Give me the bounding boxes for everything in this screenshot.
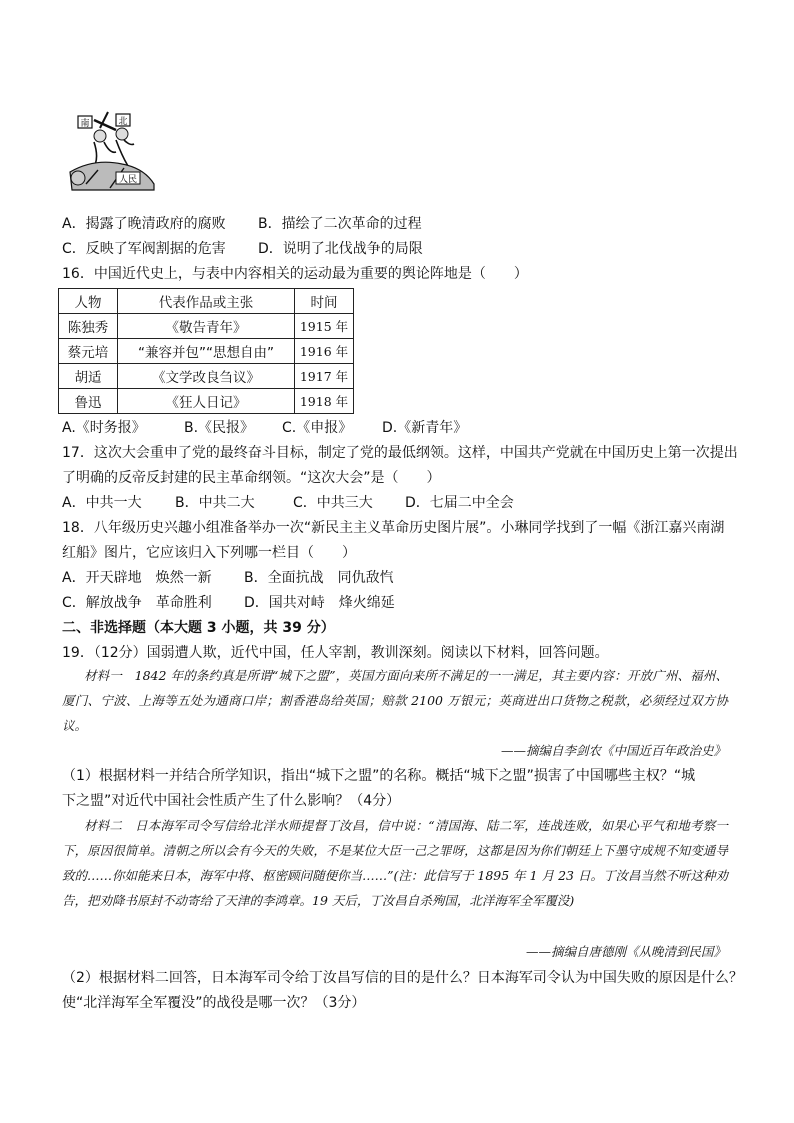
table-row [59, 339, 354, 364]
section-2-title: 二、非选择题（本大题 3 小题，共 39 分） [62, 620, 335, 636]
q19-source-2: ——摘编自唐德刚《从晚清到民国》 [525, 944, 726, 959]
q16-stem: 16．中国近代史上，与表中内容相关的运动最为重要的舆论阵地是（ ） [62, 266, 528, 282]
q17-option-c[interactable]: C．中共三大 [293, 495, 373, 511]
table-header-row [59, 289, 354, 314]
table-cell: 《敬告青年》 [118, 314, 295, 339]
q16-options [62, 418, 467, 438]
table-header-cell: 人物 [59, 289, 118, 314]
q16-option-a[interactable]: A.《时务报》 [62, 420, 146, 436]
table-cell: 1917 年 [295, 364, 354, 389]
q18-option-d[interactable]: D．国共对峙 烽火绵延 [244, 595, 395, 611]
q19-sub1-line-1: （1）根据材料一并结合所学知识，指出“城下之盟”的名称。概括“城下之盟”损害了中国哪些主权？“城 [62, 768, 696, 784]
q18-option-a[interactable]: A．开天辟地 焕然一新 [62, 570, 212, 586]
q19-material-2: 材料二 日本海军司令写信给北洋水师提督丁汝昌，信中说：“清国海、陆二军，连战连败，如果心平气和地考察一下，原因很简单。清朝之所以会有今天的失败，不是某位大臣一己之罪呀，这都是因为你们朝廷上下墨守成规不知变通导致的……你如能来日本，海军中将、枢密顾问随便你当……”(注：此信写于 1895 年 1 月 23 日。丁汝昌当然不听这种劝告，把劝降书原封不动寄给了天津的李鸿章。19 天后，丁汝昌自杀殉国，北洋海军全军覆没) [62, 818, 728, 908]
q17-option-a[interactable]: A．中共一大 [62, 495, 142, 511]
table-cell: 1915 年 [295, 314, 354, 339]
q16-table [58, 288, 354, 414]
cartoon-body-label: 人民 [118, 175, 138, 185]
q19-sub1-line-2: 下之盟”对近代中国社会性质产生了什么影响？（4分） [62, 793, 401, 809]
table-cell: 1918 年 [295, 389, 354, 414]
q18-option-b[interactable]: B．全面抗战 同仇敌忾 [244, 570, 394, 586]
q15-options-row-2 [62, 239, 423, 259]
warlord-cartoon-image [64, 110, 160, 196]
q15-option-c[interactable]: C．反映了军阀割据的危害 [62, 241, 226, 257]
q19-sub2-line-2: 使“北洋海军全军覆没”的战役是哪一次？（3分） [62, 995, 366, 1011]
q16-option-b[interactable]: B.《民报》 [184, 420, 255, 436]
q19-stem: 19．（12分）国弱遭人欺，近代中国，任人宰割，教训深刻。阅读以下材料，回答问题。 [62, 645, 609, 661]
q18-stem-line-1: 18．八年级历史兴趣小组准备举办一次“新民主主义革命历史图片展”。小琳同学找到了一幅《浙江嘉兴南湖 [62, 520, 725, 536]
q15-options-row-1 [62, 214, 422, 234]
table-cell: 鲁迅 [59, 389, 118, 414]
q19-source-1: ——摘编自李剑农《中国近百年政治史》 [500, 743, 726, 758]
table-header-cell: 代表作品或主张 [118, 289, 295, 314]
table-cell: 蔡元培 [59, 339, 118, 364]
table-header-cell: 时间 [295, 289, 354, 314]
table-cell: 胡适 [59, 364, 118, 389]
q17-stem-line-1: 17．这次大会重申了党的最终奋斗目标，制定了党的最低纲领。这样，中国共产党就在中国历史上第一次提出 [62, 445, 738, 461]
cartoon-sign-left: 南 [80, 119, 90, 129]
table-cell: 陈独秀 [59, 314, 118, 339]
q16-option-d[interactable]: D.《新青年》 [382, 420, 468, 436]
table-row [59, 314, 354, 339]
table-row [59, 389, 354, 414]
table-cell: 《文学改良刍议》 [118, 364, 295, 389]
q19-material-1: 材料一 1842 年的条约真是所谓“城下之盟”，英国方面向来所不满足的一一满足，其主要内容：开放广州、福州、厦门、宁波、上海等五处为通商口岸；割香港岛给英国；赔款 2100 万银元；英商进出口货物之税款，必须经过双方协议。 [62, 668, 728, 733]
q17-option-d[interactable]: D．七届二中全会 [405, 495, 514, 511]
q18-stem-line-2: 红船》图片，它应该归入下列哪一栏目（ ） [62, 545, 356, 561]
q17-stem-line-2: 了明确的反帝反封建的民主革命纲领。“这次大会”是（ ） [62, 470, 441, 486]
q17-option-b[interactable]: B．中共二大 [175, 495, 255, 511]
table-cell: “兼容并包”“思想自由” [118, 339, 295, 364]
q16-option-c[interactable]: C.《申报》 [282, 420, 353, 436]
q18-options-row-1 [62, 568, 394, 588]
q18-option-c[interactable]: C．解放战争 革命胜利 [62, 595, 212, 611]
q15-option-d[interactable]: D．说明了北伐战争的局限 [258, 241, 423, 257]
table-cell: 1916 年 [295, 339, 354, 364]
table-cell: 《狂人日记》 [118, 389, 295, 414]
q19-sub2-line-1: （2）根据材料二回答，日本海军司令给丁汝昌写信的目的是什么？日本海军司令认为中国失败的原因是什么？ [62, 970, 743, 986]
q15-option-b[interactable]: B．描绘了二次革命的过程 [258, 216, 422, 232]
q17-options [62, 493, 514, 513]
table-row [59, 364, 354, 389]
q18-options-row-2 [62, 593, 395, 613]
cartoon-sign-right: 北 [118, 117, 128, 127]
q15-option-a[interactable]: A．揭露了晚清政府的腐败 [62, 216, 226, 232]
